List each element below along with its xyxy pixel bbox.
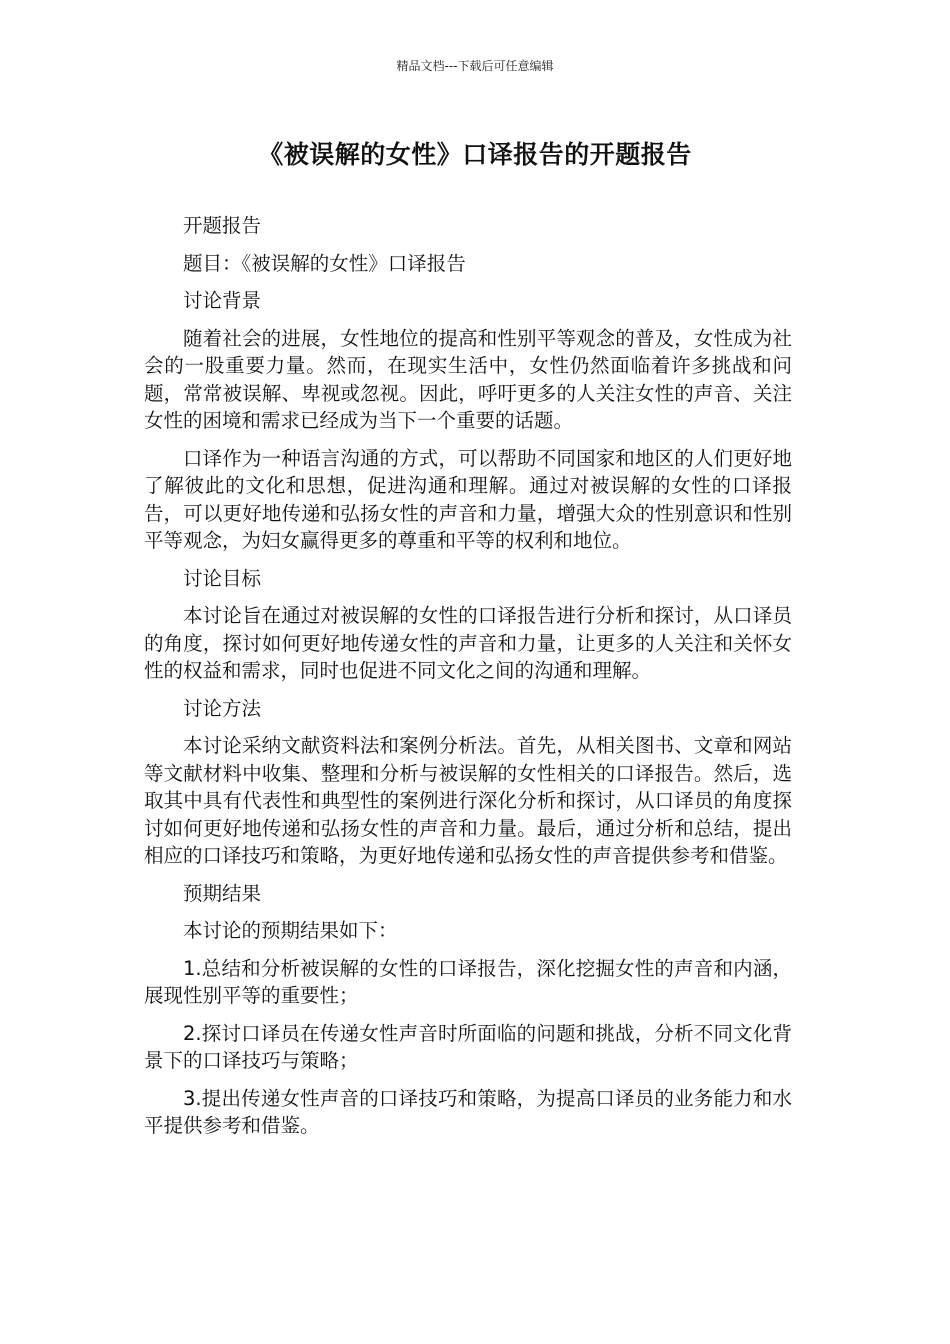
expected-result-item-1: 1.总结和分析被误解的女性的口译报告，深化挖掘女性的声音和内涵，展现性别平等的重要性； — [144, 956, 792, 1007]
expected-result-item-3: 3.提出传递女性声音的口译技巧和策略，为提高口译员的业务能力和水平提供参考和借鉴。 — [144, 1086, 792, 1137]
topic-line: 题目：《被误解的女性》口译报告 — [183, 251, 466, 275]
section-heading-method: 讨论方法 — [183, 696, 262, 720]
document-body — [144, 212, 792, 1140]
expected-results-intro: 本讨论的预期结果如下： — [183, 919, 398, 942]
background-paragraph-1: 随着社会的进展，女性地位的提高和性别平等观念的普及，女性成为社会的一股重要力量。然而，在现实生活中，女性仍然面临着许多挑战和问题，常常被误解、卑视或忽视。因此，呼吁更多的人关注女性的声音、关注女性的困境和需求已经成为当下一个重要的话题。 — [144, 326, 792, 432]
section-heading-expected-results: 预期结果 — [183, 881, 262, 905]
method-paragraph: 本讨论采纳文献资料法和案例分析法。首先，从相关图书、文章和网站等文献材料中收集、整理和分析与被误解的女性相关的口译报告。然后，选取其中具有代表性和典型性的案例进行深化分析和探讨，从口译员的角度探讨如何更好地传递和弘扬女性的声音和力量。最后，通过分析和总结，提出相应的口译技巧和策略，为更好地传递和弘扬女性的声音提供参考和借鉴。 — [144, 734, 792, 867]
background-paragraph-2: 口译作为一种语言沟通的方式，可以帮助不同国家和地区的人们更好地了解彼此的文化和思想，促进沟通和理解。通过对被误解的女性的口译报告，可以更好地传递和弘扬女性的声音和力量，增强大众的性别意识和性别平等观念，为妇女赢得更多的尊重和平等的权利和地位。 — [144, 446, 792, 552]
section-label-proposal: 开题报告 — [183, 214, 262, 237]
section-heading-background: 讨论背景 — [183, 289, 262, 312]
expected-result-item-2: 2.探讨口译员在传递女性声音时所面临的问题和挑战，分析不同文化背景下的口译技巧与策略； — [144, 1021, 792, 1072]
objective-paragraph: 本讨论旨在通过对被误解的女性的口译报告进行分析和探讨，从口译员的角度，探讨如何更好地传递女性的声音和力量，让更多的人关注和关怀女性的权益和需求，同时也促进不同文化之间的沟通和理解。 — [144, 604, 792, 682]
document-title: 《被误解的女性》口译报告的开题报告 — [258, 140, 692, 169]
page-header: 精品文档---下载后可任意编辑 — [396, 59, 554, 73]
section-heading-objective: 讨论目标 — [183, 566, 262, 590]
